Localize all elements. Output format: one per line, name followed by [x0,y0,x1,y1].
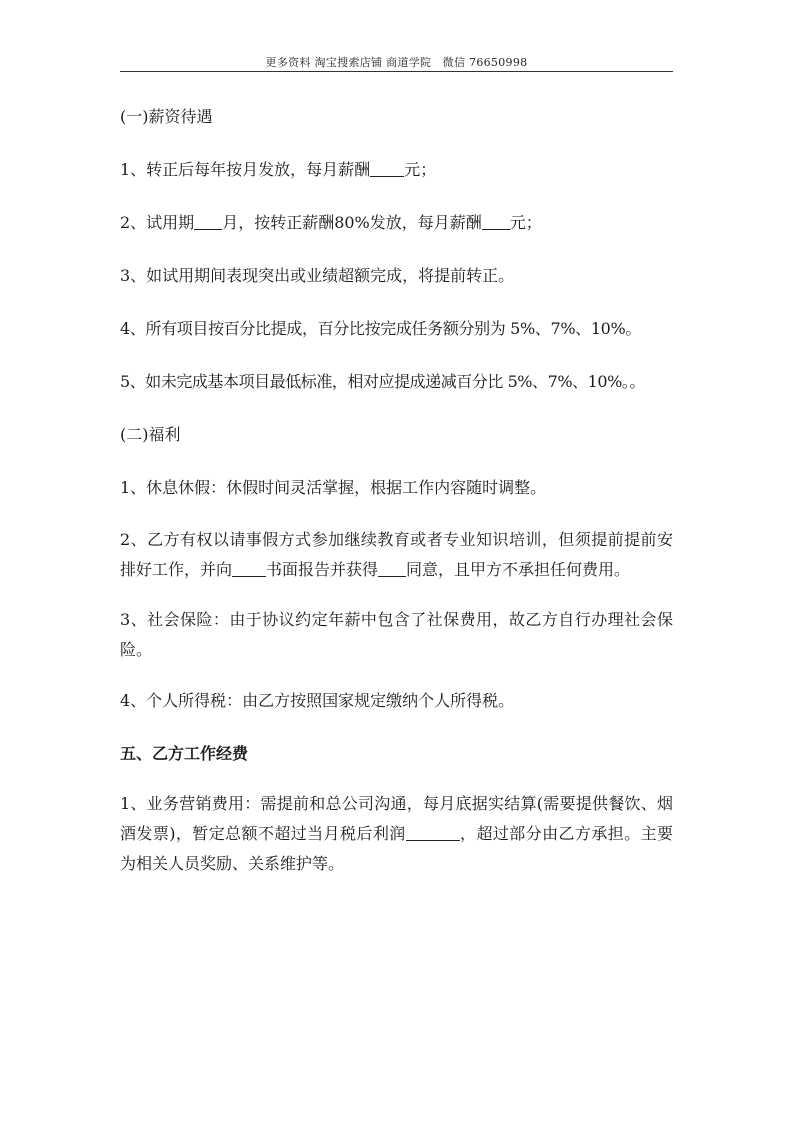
text-run: 1、业务营销费用：需提前和总公司沟通，每月底据实结算(需要提供餐饮、烟酒发票)，暂定总额不超过当月税后利润 [120,794,673,843]
section-heading-work-funds: 五、乙方工作经费 [120,744,249,763]
blank-field [406,824,460,841]
paragraph-4: 4、所有项目按百分比提成，百分比按完成任务额分别为 5%、7%、10%。 [120,319,641,338]
blank-field [370,160,404,177]
section-title-benefits: (二)福利 [120,425,181,444]
paragraph-2 [120,207,673,238]
header-divider [120,71,673,72]
paragraph-10 [120,789,673,879]
paragraph-1 [120,154,673,185]
page-header: 更多资料 淘宝搜索店铺 商道学院 微信 76650998 [265,56,528,69]
section-title-salary: (一)薪资待遇 [120,107,213,126]
text-run: 同意，且甲方不承担任何费用。 [406,560,631,579]
text-run: 1、转正后每年按月发放，每月薪酬 [120,160,371,179]
paragraph-5: 5、如未完成基本项目最低标准，相对应提成递减百分比 5%、7%、10%。。 [120,372,645,391]
document-body [120,101,673,899]
text-run: ，超过部分由乙方承担。主要为相关人员奖励、关系维护等。 [120,824,673,873]
text-run: 元； [509,213,542,232]
text-run: 2、试用期 [120,213,195,232]
paragraph-9: 4、个人所得税：由乙方按照国家规定缴纳个人所得税。 [120,691,515,710]
blank-field [482,213,510,230]
paragraph-3: 3、如试用期间表现突出或业绩超额完成，将提前转正。 [120,266,515,285]
paragraph-8: 3、社会保险：由于协议约定年薪中包含了社保费用，故乙方自行办理社会保险。 [120,610,673,659]
blank-field [232,560,266,577]
text-run: 2、乙方有权以请事假方式参加继续教育或者专业知识培训，但须提前提前安排好工作，并向 [120,530,673,579]
text-run: 元； [404,160,437,179]
text-run: 书面报告并获得 [266,560,379,579]
paragraph-7 [120,525,673,585]
blank-field [194,213,222,230]
blank-field [378,560,406,577]
paragraph-6: 1、休息休假：休假时间灵活掌握，根据工作内容随时调整。 [120,478,547,497]
text-run: 月，按转正薪酬80%发放，每月薪酬 [222,213,482,232]
